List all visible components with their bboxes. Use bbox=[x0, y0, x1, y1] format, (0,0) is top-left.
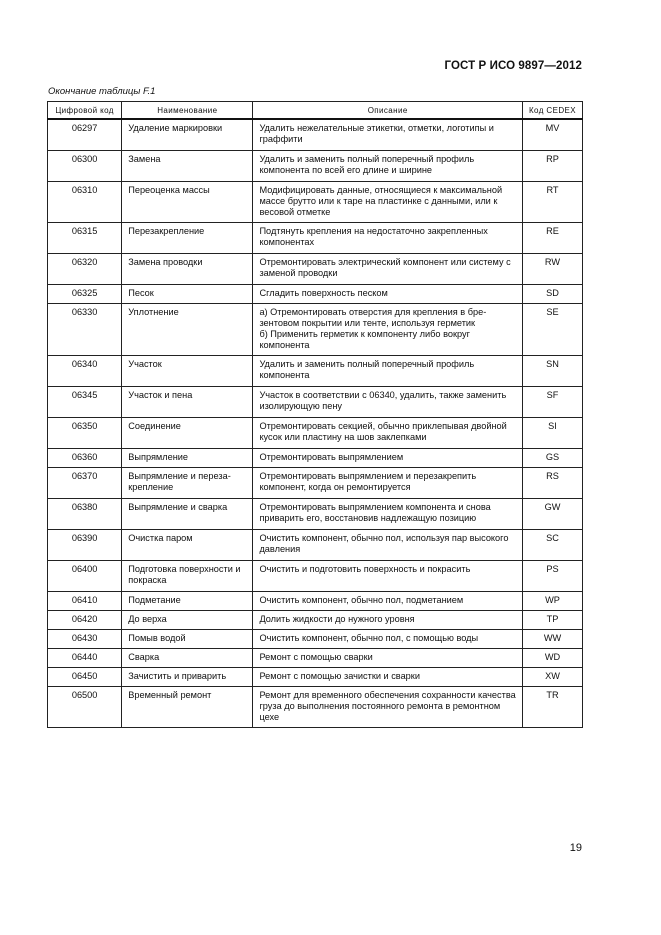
description-cell: Ремонт с помощью зачистки и сварки bbox=[253, 667, 523, 686]
cedex-code-cell: TP bbox=[522, 610, 582, 629]
column-header-code: Цифровой код bbox=[48, 102, 122, 120]
description-cell: Долить жидкости до нужного уровня bbox=[253, 610, 523, 629]
table-row bbox=[48, 355, 583, 386]
description-cell: Отремонтировать электрический компонент или систему с заменой проводки bbox=[253, 253, 523, 284]
name-cell: Очистка паром bbox=[122, 529, 253, 560]
description-cell: Отремонтировать секцией, обычно приклепывая двойной кусок или пластину на шов заклепками bbox=[253, 417, 523, 448]
column-header-description: Описание bbox=[253, 102, 523, 120]
code-cell: 06300 bbox=[48, 150, 122, 181]
name-cell: Выпрямление bbox=[122, 448, 253, 467]
table-row bbox=[48, 610, 583, 629]
name-cell: Подметание bbox=[122, 591, 253, 610]
name-cell: Замена bbox=[122, 150, 253, 181]
code-cell: 06330 bbox=[48, 303, 122, 355]
cedex-code-cell: WD bbox=[522, 648, 582, 667]
table-row bbox=[48, 386, 583, 417]
table-row bbox=[48, 181, 583, 222]
code-cell: 06420 bbox=[48, 610, 122, 629]
description-cell: Модифицировать данные, относящиеся к максимальной массе брутто или к таре на пластинке с данными, или к весовой отметке bbox=[253, 181, 523, 222]
name-cell: Временный ремонт bbox=[122, 686, 253, 727]
table-row bbox=[48, 222, 583, 253]
code-cell: 06350 bbox=[48, 417, 122, 448]
table-row bbox=[48, 150, 583, 181]
name-cell: Замена проводки bbox=[122, 253, 253, 284]
column-header-cedex: Код CEDEX bbox=[522, 102, 582, 120]
table-row bbox=[48, 591, 583, 610]
cedex-code-cell: PS bbox=[522, 560, 582, 591]
table-row bbox=[48, 467, 583, 498]
name-cell: Зачистить и приварить bbox=[122, 667, 253, 686]
description-cell: Участок в соответствии с 06340, удалить, также заменить изолирующую пену bbox=[253, 386, 523, 417]
name-cell: Участок и пена bbox=[122, 386, 253, 417]
cedex-code-cell: MV bbox=[522, 119, 582, 150]
name-cell: Выпрямление и перезакрепление bbox=[122, 467, 253, 498]
code-cell: 06500 bbox=[48, 686, 122, 727]
cedex-code-cell: RS bbox=[522, 467, 582, 498]
cedex-code-cell: SI bbox=[522, 417, 582, 448]
description-cell: а) Отремонтировать отверстия для крепления в брезентовом покрытии или тенте, используя герметик б) Применить герметик к компоненту либо вокруг компонента bbox=[253, 303, 523, 355]
table-row bbox=[48, 448, 583, 467]
table-header-row bbox=[48, 102, 583, 120]
code-cell: 06340 bbox=[48, 355, 122, 386]
code-cell: 06440 bbox=[48, 648, 122, 667]
cedex-code-cell: RT bbox=[522, 181, 582, 222]
cedex-code-cell: GW bbox=[522, 498, 582, 529]
cedex-code-cell: GS bbox=[522, 448, 582, 467]
code-cell: 06400 bbox=[48, 560, 122, 591]
cedex-code-cell: RE bbox=[522, 222, 582, 253]
table-row bbox=[48, 667, 583, 686]
cedex-code-cell: WP bbox=[522, 591, 582, 610]
cedex-code-cell: SN bbox=[522, 355, 582, 386]
description-cell: Удалить нежелательные этикетки, отметки, логотипы и граффити bbox=[253, 119, 523, 150]
table-row bbox=[48, 303, 583, 355]
description-cell: Подтянуть крепления на недостаточно закрепленных компонентах bbox=[253, 222, 523, 253]
description-cell: Ремонт для временного обеспечения сохранности качества груза до выполнения постоянного ремонта в ремонтном цехе bbox=[253, 686, 523, 727]
cedex-code-cell: RP bbox=[522, 150, 582, 181]
cedex-code-cell: SF bbox=[522, 386, 582, 417]
name-cell: Выпрямление и сварка bbox=[122, 498, 253, 529]
cedex-code-cell: TR bbox=[522, 686, 582, 727]
table-row bbox=[48, 417, 583, 448]
table-caption: Окончание таблицы F.1 bbox=[48, 86, 156, 97]
table-row bbox=[48, 498, 583, 529]
code-cell: 06450 bbox=[48, 667, 122, 686]
table-row bbox=[48, 629, 583, 648]
table-body bbox=[48, 119, 583, 727]
code-cell: 06380 bbox=[48, 498, 122, 529]
cedex-code-cell: SC bbox=[522, 529, 582, 560]
name-cell: Удаление маркировки bbox=[122, 119, 253, 150]
code-cell: 06410 bbox=[48, 591, 122, 610]
table-row bbox=[48, 648, 583, 667]
table-row bbox=[48, 253, 583, 284]
description-cell: Удалить и заменить полный поперечный профиль компонента по всей его длине и ширине bbox=[253, 150, 523, 181]
code-cell: 06297 bbox=[48, 119, 122, 150]
description-cell: Отремонтировать выпрямлением компонента и снова приварить его, восстановив надлежащую позицию bbox=[253, 498, 523, 529]
cedex-code-cell: SE bbox=[522, 303, 582, 355]
table-row bbox=[48, 529, 583, 560]
table-row bbox=[48, 686, 583, 727]
description-cell: Удалить и заменить полный поперечный профиль компонента bbox=[253, 355, 523, 386]
code-cell: 06390 bbox=[48, 529, 122, 560]
code-cell: 06320 bbox=[48, 253, 122, 284]
name-cell: Переоценка массы bbox=[122, 181, 253, 222]
code-cell: 06310 bbox=[48, 181, 122, 222]
table-row bbox=[48, 284, 583, 303]
table-row bbox=[48, 560, 583, 591]
name-cell: Сварка bbox=[122, 648, 253, 667]
name-cell: Помыв водой bbox=[122, 629, 253, 648]
code-cell: 06370 bbox=[48, 467, 122, 498]
name-cell: Участок bbox=[122, 355, 253, 386]
description-cell: Очистить компонент, обычно пол, с помощью воды bbox=[253, 629, 523, 648]
name-cell: Уплотнение bbox=[122, 303, 253, 355]
name-cell: Перезакрепление bbox=[122, 222, 253, 253]
code-cell: 06430 bbox=[48, 629, 122, 648]
table-row bbox=[48, 119, 583, 150]
column-header-name: Наименование bbox=[122, 102, 253, 120]
name-cell: Соединение bbox=[122, 417, 253, 448]
name-cell: До верха bbox=[122, 610, 253, 629]
name-cell: Песок bbox=[122, 284, 253, 303]
cedex-code-cell: RW bbox=[522, 253, 582, 284]
description-cell: Отремонтировать выпрямлением bbox=[253, 448, 523, 467]
description-cell: Очистить компонент, обычно пол, подметанием bbox=[253, 591, 523, 610]
cedex-code-cell: WW bbox=[522, 629, 582, 648]
name-cell: Подготовка поверхности и покраска bbox=[122, 560, 253, 591]
description-cell: Сгладить поверхность песком bbox=[253, 284, 523, 303]
code-cell: 06360 bbox=[48, 448, 122, 467]
cedex-code-cell: SD bbox=[522, 284, 582, 303]
description-cell: Очистить компонент, обычно пол, используя пар высокого давления bbox=[253, 529, 523, 560]
code-cell: 06345 bbox=[48, 386, 122, 417]
page-number: 19 bbox=[569, 842, 582, 854]
description-cell: Ремонт с помощью сварки bbox=[253, 648, 523, 667]
cedex-code-cell: XW bbox=[522, 667, 582, 686]
description-cell: Очистить и подготовить поверхность и покрасить bbox=[253, 560, 523, 591]
description-cell: Отремонтировать выпрямлением и перезакрепить компонент, когда он ремонтируется bbox=[253, 467, 523, 498]
standard-header: ГОСТ Р ИСО 9897—2012 bbox=[444, 60, 582, 72]
code-cell: 06325 bbox=[48, 284, 122, 303]
repair-codes-table bbox=[47, 101, 583, 728]
code-cell: 06315 bbox=[48, 222, 122, 253]
